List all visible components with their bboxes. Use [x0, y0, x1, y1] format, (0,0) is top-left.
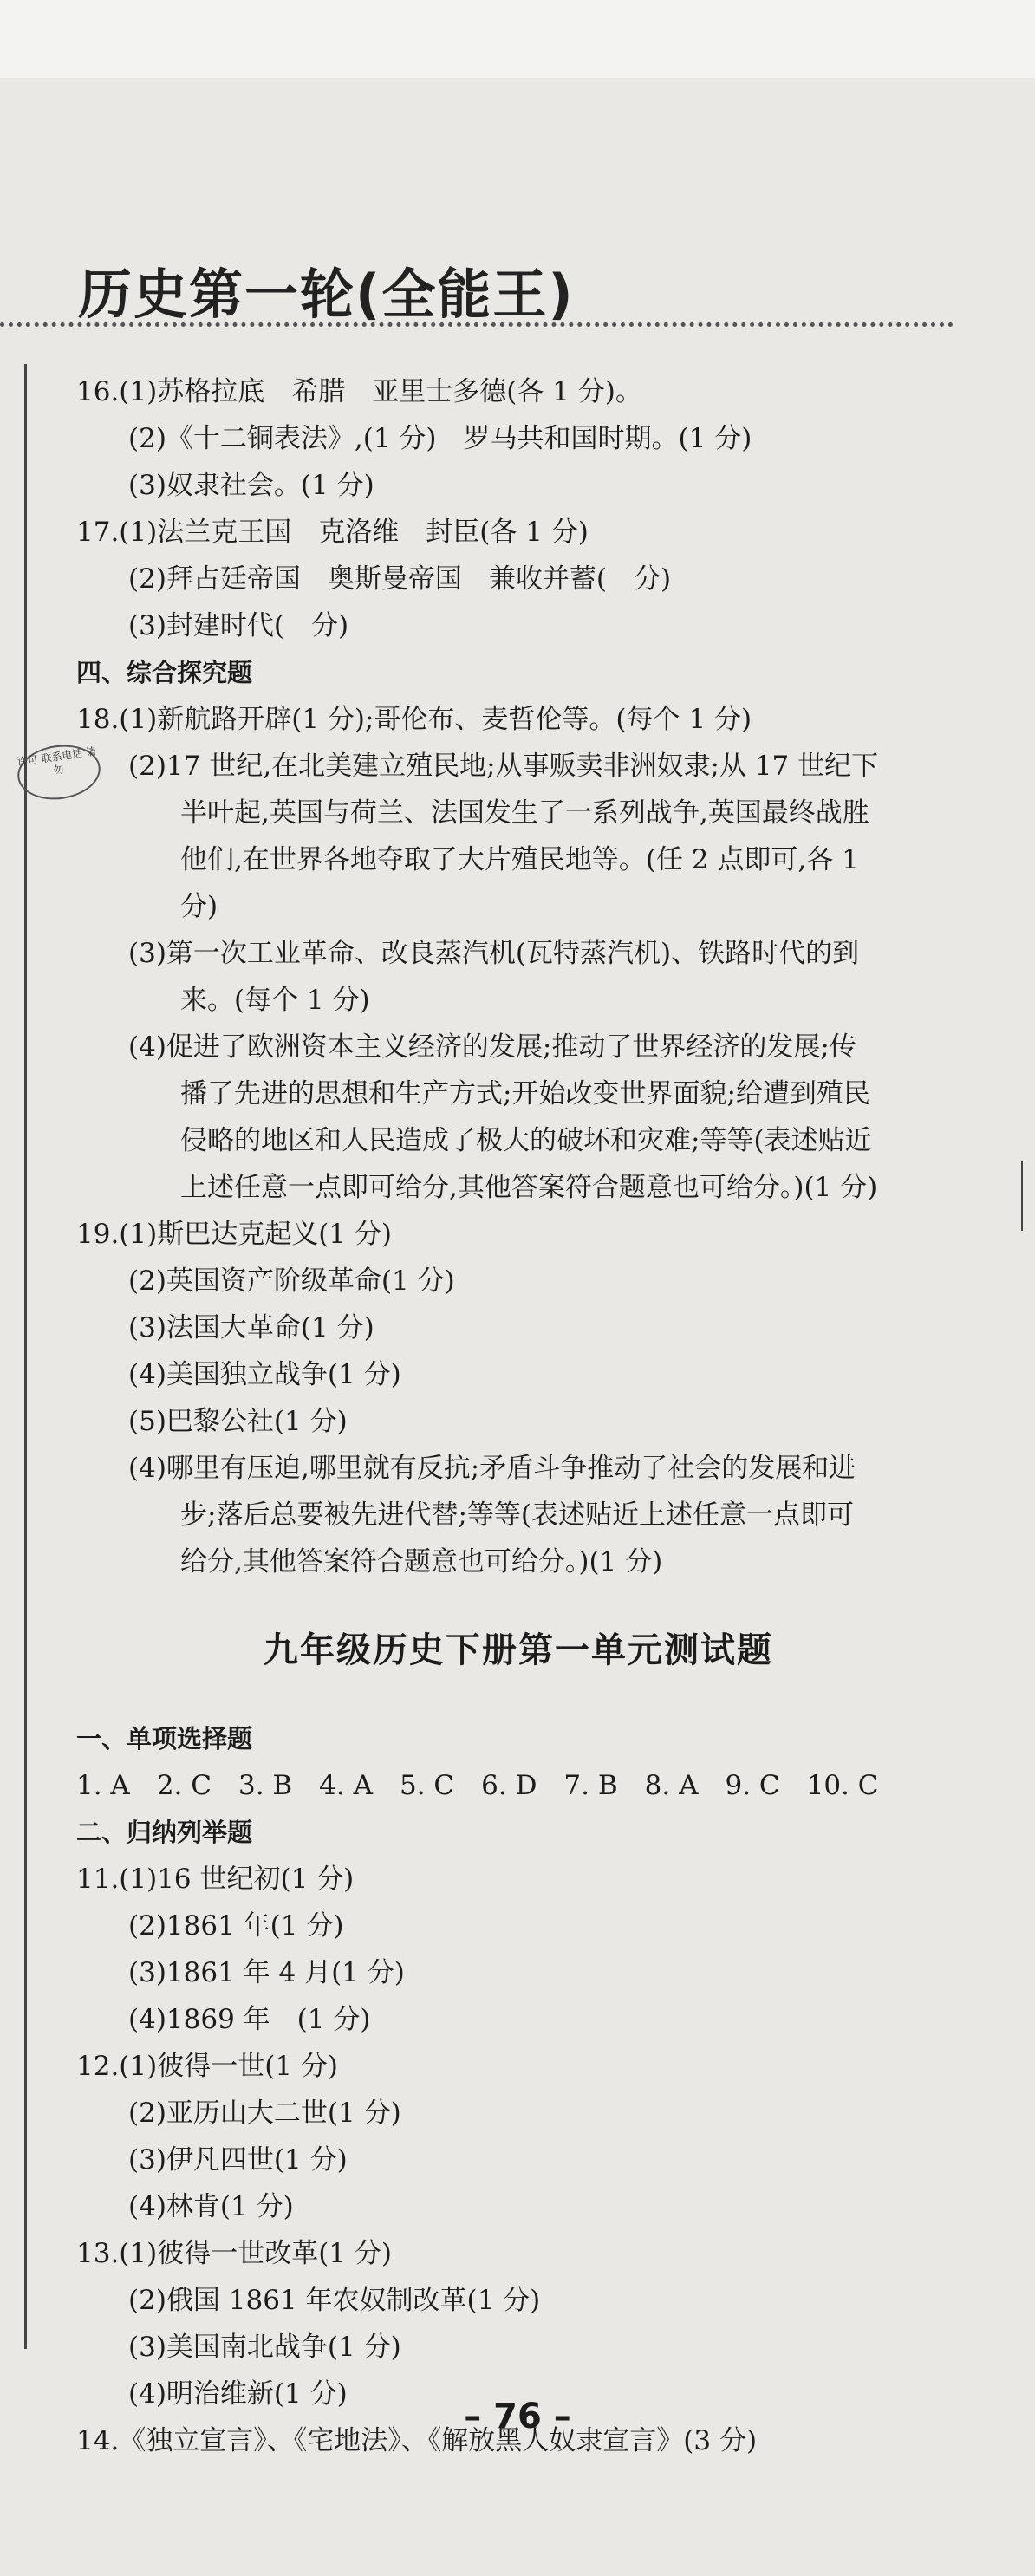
answer-line: (3)伊凡四世(1 分)	[128, 2144, 348, 2176]
left-margin-rule	[24, 364, 27, 2349]
answer-line: 侵略的地区和人民造成了极大的破坏和灾难;等等(表述贴近	[180, 1125, 872, 1156]
answer-line: 17.(1)法兰克王国 克洛维 封臣(各 1 分)	[76, 517, 589, 548]
answer-line: (2)俄国 1861 年农奴制改革(1 分)	[128, 2285, 541, 2316]
answer-line: (3)奴隶社会。(1 分)	[128, 470, 374, 501]
header-dotted-rule	[0, 322, 954, 327]
answer-line: 1. A 2. C 3. B 4. A 5. C 6. D 7. B 8. A 9. C 10. C	[76, 1770, 879, 1801]
answer-line: 16.(1)苏格拉底 希腊 亚里士多德(各 1 分)。	[76, 376, 642, 407]
answer-line: 14.《独立宣言》、《宅地法》、《解放黑人奴隶宣言》(3 分)	[76, 2425, 758, 2456]
answer-line: 步;落后总要被先进代替;等等(表述贴近上述任意一点即可	[180, 1499, 854, 1531]
answer-line: 19.(1)斯巴达克起义(1 分)	[76, 1219, 392, 1250]
answer-line: (3)第一次工业革命、改良蒸汽机(瓦特蒸汽机)、铁路时代的到	[128, 938, 860, 969]
answer-line: 分)	[180, 891, 218, 922]
answer-line: 13.(1)彼得一世改革(1 分)	[76, 2238, 392, 2269]
answer-line: 播了先进的思想和生产方式;开始改变世界面貌;给遭到殖民	[180, 1078, 870, 1109]
answer-line: (2)英国资产阶级革命(1 分)	[128, 1265, 455, 1297]
answer-line: (3)1861 年 4 月(1 分)	[128, 1957, 405, 1988]
page-number: – 76 –	[464, 2397, 571, 2436]
answer-line: 11.(1)16 世纪初(1 分)	[76, 1864, 355, 1895]
answer-line: 来。(每个 1 分)	[180, 985, 370, 1016]
answer-line: 他们,在世界各地夺取了大片殖民地等。(任 2 点即可,各 1	[180, 844, 859, 875]
stamp-text: 许可 联系电话 请勿	[16, 745, 97, 777]
answer-content	[76, 368, 995, 2464]
unit-title: 九年级历史下册第一单元测试题	[264, 1630, 773, 1670]
answer-line: 给分,其他答案符合题意也可给分。)(1 分)	[180, 1546, 663, 1577]
answer-line: (3)法国大革命(1 分)	[128, 1312, 374, 1343]
answer-line: (2)《十二铜表法》,(1 分) 罗马共和国时期。(1 分)	[128, 423, 752, 454]
section-heading: 一、单项选择题	[76, 1724, 253, 1753]
top-margin	[0, 0, 1035, 78]
section-heading: 四、综合探究题	[76, 658, 253, 687]
answer-line: (4)美国独立战争(1 分)	[128, 1359, 401, 1390]
answers-part-2	[76, 1715, 995, 2464]
answers-part-1	[76, 368, 995, 1585]
answer-line: (4)哪里有压迫,哪里就有反抗;矛盾斗争推动了社会的发展和进	[128, 1453, 856, 1484]
answer-line: 上述任意一点即可给分,其他答案符合题意也可给分。)(1 分)	[180, 1172, 878, 1203]
answer-line: (2)1861 年(1 分)	[128, 1910, 344, 1942]
answer-line: 半叶起,英国与荷兰、法国发生了一系列战争,英国最终战胜	[180, 797, 869, 829]
answer-line: (2)拜占廷帝国 奥斯曼帝国 兼收并蓄( 分)	[128, 563, 672, 595]
answer-line: (2)亚历山大二世(1 分)	[128, 2098, 401, 2129]
answer-line: (5)巴黎公社(1 分)	[128, 1406, 348, 1437]
answer-line: (4)明治维新(1 分)	[128, 2378, 348, 2410]
answer-line: 18.(1)新航路开辟(1 分);哥伦布、麦哲伦等。(每个 1 分)	[76, 704, 752, 735]
answer-line: (4)1869 年 (1 分)	[128, 2004, 371, 2035]
answer-line: (4)促进了欧洲资本主义经济的发展;推动了世界经济的发展;传	[128, 1031, 856, 1063]
answer-line: (4)林肯(1 分)	[128, 2191, 294, 2222]
answer-line: (2)17 世纪,在北美建立殖民地;从事贩卖非洲奴隶;从 17 世纪下	[128, 751, 879, 782]
answer-line: 12.(1)彼得一世(1 分)	[76, 2051, 338, 2082]
answer-line: (3)封建时代( 分)	[128, 610, 349, 641]
right-margin-mark	[1021, 1161, 1023, 1231]
page-header-title: 历史第一轮(全能王)	[78, 263, 575, 326]
answer-line: (3)美国南北战争(1 分)	[128, 2332, 401, 2363]
section-heading: 二、归纳列举题	[76, 1818, 253, 1847]
